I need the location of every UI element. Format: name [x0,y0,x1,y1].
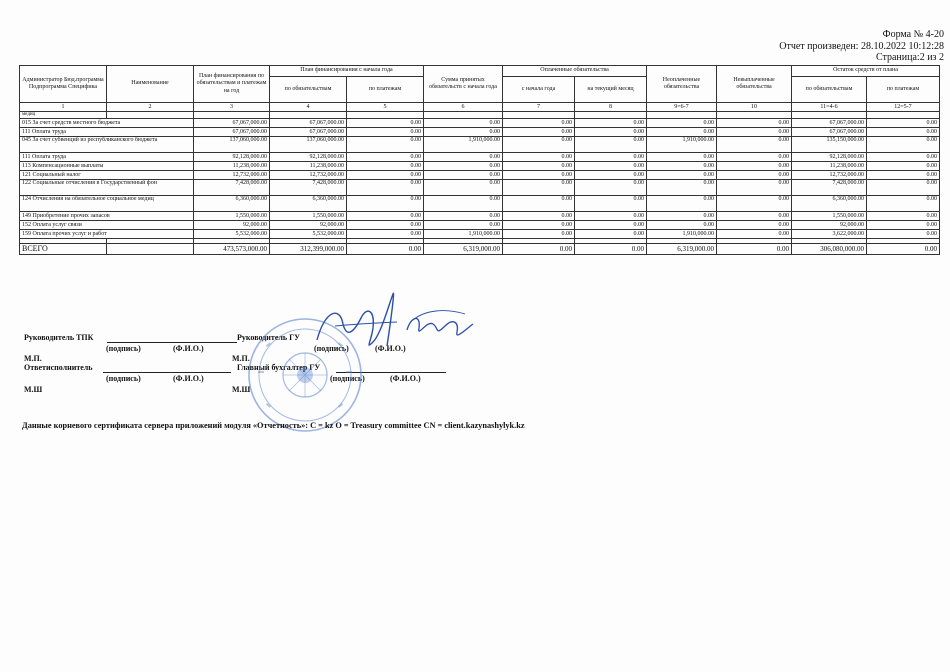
row-value-cell: 0.00 [647,180,717,196]
row-value-cell: 1,910,000.00 [424,230,503,239]
row-value-cell: 0.00 [575,171,647,180]
row-value-cell: 0.00 [347,119,424,128]
row-value-cell: 0.00 [647,153,717,162]
row-value-cell: 0.00 [503,171,575,180]
row-value-cell: 0.00 [717,162,792,171]
executor-line [103,363,231,373]
table-row [20,212,940,221]
table-row [20,162,940,171]
col-number: 7 [503,103,575,112]
section-row [20,112,940,119]
row-value-cell: 0.00 [424,153,503,162]
row-value-cell: 0.00 [347,153,424,162]
column-numbers-row [20,103,940,112]
table-row [20,137,940,153]
row-value-cell: 92,128,000.00 [270,153,347,162]
total-value-cell: 6,319,000.00 [424,244,503,255]
signature-caption: (подпись) [314,344,349,353]
row-value-cell: 0.00 [647,221,717,230]
row-value-cell: 92,000.00 [194,221,270,230]
row-value-cell: 0.00 [867,137,940,153]
fio-caption: (Ф.И.О.) [173,374,204,383]
head-tpk-line [107,333,237,343]
row-value-cell: 137,060,000.00 [270,137,347,153]
total-value-cell: 0.00 [717,244,792,255]
row-value-cell: 0.00 [424,221,503,230]
table-row [20,180,940,196]
group-plan-header: План финансирования с начала года [270,66,424,77]
col-number: 9=6-7 [647,103,717,112]
row-value-cell: 0.00 [647,162,717,171]
head-tpk-label: Руководитель ТПК [24,333,94,342]
row-value-cell: 7,428,000.00 [194,180,270,196]
fio-caption: (Ф.И.О.) [375,344,406,353]
row-value-cell: 0.00 [717,230,792,239]
col-number: 8 [575,103,647,112]
stamp-place-label: М.Ш [232,385,251,394]
row-value-cell: 6,360,000.00 [194,196,270,212]
row-value-cell: 0.00 [647,171,717,180]
col-admin-header: Администратор Бюд.программа Подпрограмма Специфика [20,66,107,103]
row-value-cell: 0.00 [503,128,575,137]
row-value-cell: 11,238,000.00 [194,162,270,171]
col-unpaid-header: Неоплаченные обязательства [647,66,717,103]
row-value-cell: 0.00 [867,153,940,162]
certificate-info: Данные корневого сертификата сервера приложений модуля «Отчетность»: C = kz O = Treasury committee CN = client.kazynashylyk.kz [22,421,525,430]
row-value-cell: 0.00 [347,212,424,221]
row-value-cell: 0.00 [347,180,424,196]
col-number: 1 [20,103,107,112]
row-value-cell: 0.00 [575,162,647,171]
row-value-cell: 0.00 [717,196,792,212]
row-value-cell: 0.00 [575,196,647,212]
col-number: 5 [347,103,424,112]
total-label: ВСЕГО [20,244,107,255]
col-accepted-header: Сумма принятых обязательств с начала года [424,66,503,103]
row-value-cell: 1,910,000.00 [647,137,717,153]
group-paid-header: Оплаченные обязательства [503,66,647,77]
form-number: Форма № 4-20 [882,29,944,40]
chief-accountant-label: Главный бухгалтер ГУ [237,363,321,372]
row-code-name: 045 За счет субвенций из республиканского бюджета [20,137,194,153]
col-number: 2 [107,103,194,112]
row-value-cell: 92,000.00 [792,221,867,230]
row-value-cell: 0.00 [575,128,647,137]
row-value-cell: 92,128,000.00 [194,153,270,162]
row-value-cell: 0.00 [647,119,717,128]
row-value-cell: 0.00 [647,212,717,221]
row-value-cell: 67,067,000.00 [194,119,270,128]
row-value-cell: 135,150,000.00 [792,137,867,153]
row-value-cell: 7,428,000.00 [792,180,867,196]
col-number: 10 [717,103,792,112]
total-value-cell: 473,573,000.00 [194,244,270,255]
col-number: 6 [424,103,503,112]
total-value-cell: 0.00 [867,244,940,255]
row-value-cell: 7,428,000.00 [270,180,347,196]
row-code-name: 149 Приобретение прочих запасов [20,212,194,221]
row-value-cell: 0.00 [647,196,717,212]
row-code-name: 113 Компенсационные выплаты [20,162,194,171]
col-number: 3 [194,103,270,112]
row-code-name: 111 Оплата труда [20,128,194,137]
row-value-cell: 0.00 [717,171,792,180]
row-value-cell: 0.00 [717,180,792,196]
row-value-cell: 1,550,000.00 [270,212,347,221]
row-value-cell: 1,910,000.00 [647,230,717,239]
row-value-cell: 67,067,000.00 [270,128,347,137]
row-value-cell: 0.00 [575,180,647,196]
row-value-cell: 1,550,000.00 [194,212,270,221]
row-value-cell: 0.00 [575,212,647,221]
row-value-cell: 0.00 [867,119,940,128]
row-value-cell: 0.00 [503,196,575,212]
row-value-cell: 12,732,000.00 [792,171,867,180]
table-row [20,128,940,137]
report-table [19,65,940,255]
row-value-cell: 0.00 [347,171,424,180]
row-value-cell: 0.00 [503,212,575,221]
col-rest-payments-header: по платежам [867,77,940,103]
row-value-cell: 0.00 [347,221,424,230]
col-number: 4 [270,103,347,112]
col-plan-payments-header: по платежам [347,77,424,103]
row-value-cell: 0.00 [867,171,940,180]
row-value-cell: 92,000.00 [270,221,347,230]
row-value-cell: 0.00 [503,180,575,196]
col-plan-obligations-header: по обязательствам [270,77,347,103]
total-value-cell: 0.00 [575,244,647,255]
total-value-cell: 306,080,000.00 [792,244,867,255]
row-code-name: 124 Отчисления на обязательное социальное медиц [20,196,194,212]
row-value-cell: 0.00 [503,230,575,239]
row-value-cell: 5,532,000.00 [270,230,347,239]
col-number: 12=5-7 [867,103,940,112]
row-value-cell: 1,550,000.00 [792,212,867,221]
row-value-cell: 0.00 [424,212,503,221]
row-value-cell: 0.00 [424,119,503,128]
row-value-cell: 0.00 [424,180,503,196]
row-value-cell: 0.00 [867,162,940,171]
executor-label: Ответисполнитель [24,363,93,372]
row-value-cell: 0.00 [575,119,647,128]
row-value-cell: 0.00 [347,230,424,239]
row-value-cell: 0.00 [575,230,647,239]
row-value-cell: 0.00 [424,196,503,212]
col-number: 11=4-6 [792,103,867,112]
row-value-cell: 0.00 [867,196,940,212]
table-row [20,221,940,230]
row-value-cell: 0.00 [717,153,792,162]
row-value-cell: 11,238,000.00 [270,162,347,171]
row-value-cell: 0.00 [347,196,424,212]
row-value-cell: 0.00 [575,153,647,162]
row-value-cell: 6,360,000.00 [792,196,867,212]
total-value-cell: 312,399,000.00 [270,244,347,255]
col-name-header: Наименование [107,66,194,103]
row-value-cell: 92,128,000.00 [792,153,867,162]
col-not-disbursed-header: Невыплаченные обязательства [717,66,792,103]
row-value-cell: 0.00 [347,162,424,171]
total-value-cell: 0.00 [503,244,575,255]
row-value-cell: 0.00 [717,128,792,137]
row-value-cell: 0.00 [647,128,717,137]
total-value-cell: 0.00 [347,244,424,255]
row-code-name: 159 Оплата прочих услуг и работ [20,230,194,239]
group-rest-header: Остаток средств от плана [792,66,940,77]
table-row [20,171,940,180]
table-row [20,230,940,239]
row-value-cell: 67,067,000.00 [792,128,867,137]
row-value-cell: 67,067,000.00 [194,128,270,137]
row-value-cell: 0.00 [717,119,792,128]
row-value-cell: 0.00 [424,128,503,137]
col-year-plan-header: План финансирования по обязательствам и платежам на год [194,66,270,103]
report-timestamp: Отчет произведен: 28.10.2022 10:12:28 [779,40,944,52]
row-value-cell: 137,060,000.00 [194,137,270,153]
section-label: медиц [20,112,107,119]
row-value-cell: 67,067,000.00 [270,119,347,128]
row-value-cell: 0.00 [347,128,424,137]
row-code-name: 152 Оплата услуг связи [20,221,194,230]
table-row [20,196,940,212]
stamp-place-label: М.П. [24,354,42,363]
row-code-name: 111 Оплата труда [20,153,194,162]
row-value-cell: 0.00 [717,221,792,230]
row-value-cell: 0.00 [867,221,940,230]
row-value-cell: 0.00 [424,171,503,180]
total-value-cell: 6,319,000.00 [647,244,717,255]
handwritten-signature-icon [295,290,495,360]
total-name-cell [107,244,194,255]
report-header [779,29,944,64]
total-row [20,244,940,255]
row-code-name: 121 Социальный налог [20,171,194,180]
stamp-place-label: М.П. [232,354,250,363]
row-value-cell: 0.00 [503,153,575,162]
fio-caption: (Ф.И.О.) [173,344,204,353]
row-value-cell: 0.00 [503,119,575,128]
row-value-cell: 1,910,000.00 [424,137,503,153]
row-value-cell: 0.00 [503,221,575,230]
col-paid-month-header: на текущий месяц [575,77,647,103]
row-value-cell: 0.00 [867,212,940,221]
row-value-cell: 12,732,000.00 [194,171,270,180]
row-value-cell: 0.00 [867,230,940,239]
page-counter: Страница:2 из 2 [875,52,944,63]
signature-caption: (подпись) [106,374,141,383]
fio-caption: (Ф.И.О.) [390,374,421,383]
row-code-name: 122 Социальные отчисления в Государственный фон [20,180,194,196]
row-value-cell: 12,732,000.00 [270,171,347,180]
table-row [20,153,940,162]
row-value-cell: 0.00 [717,137,792,153]
row-value-cell: 0.00 [575,221,647,230]
row-value-cell: 0.00 [503,162,575,171]
row-value-cell: 3,622,000.00 [792,230,867,239]
stamp-place-label: М.Ш [24,385,43,394]
row-value-cell: 0.00 [867,180,940,196]
row-value-cell: 11,238,000.00 [792,162,867,171]
table-row [20,119,940,128]
col-paid-since-start-header: с начала года [503,77,575,103]
row-value-cell: 0.00 [424,162,503,171]
row-value-cell: 6,360,000.00 [270,196,347,212]
row-value-cell: 0.00 [575,137,647,153]
signature-caption: (подпись) [106,344,141,353]
row-value-cell: 0.00 [347,137,424,153]
row-value-cell: 67,067,000.00 [792,119,867,128]
row-value-cell: 0.00 [867,128,940,137]
col-rest-obligations-header: по обязательствам [792,77,867,103]
signature-caption: (подпись) [330,374,365,383]
row-value-cell: 5,532,000.00 [194,230,270,239]
row-value-cell: 0.00 [503,137,575,153]
row-value-cell: 0.00 [717,212,792,221]
row-code-name: 015 За счет средств местного бюджета [20,119,194,128]
head-gu-label: Руководитель ГУ [237,333,301,342]
